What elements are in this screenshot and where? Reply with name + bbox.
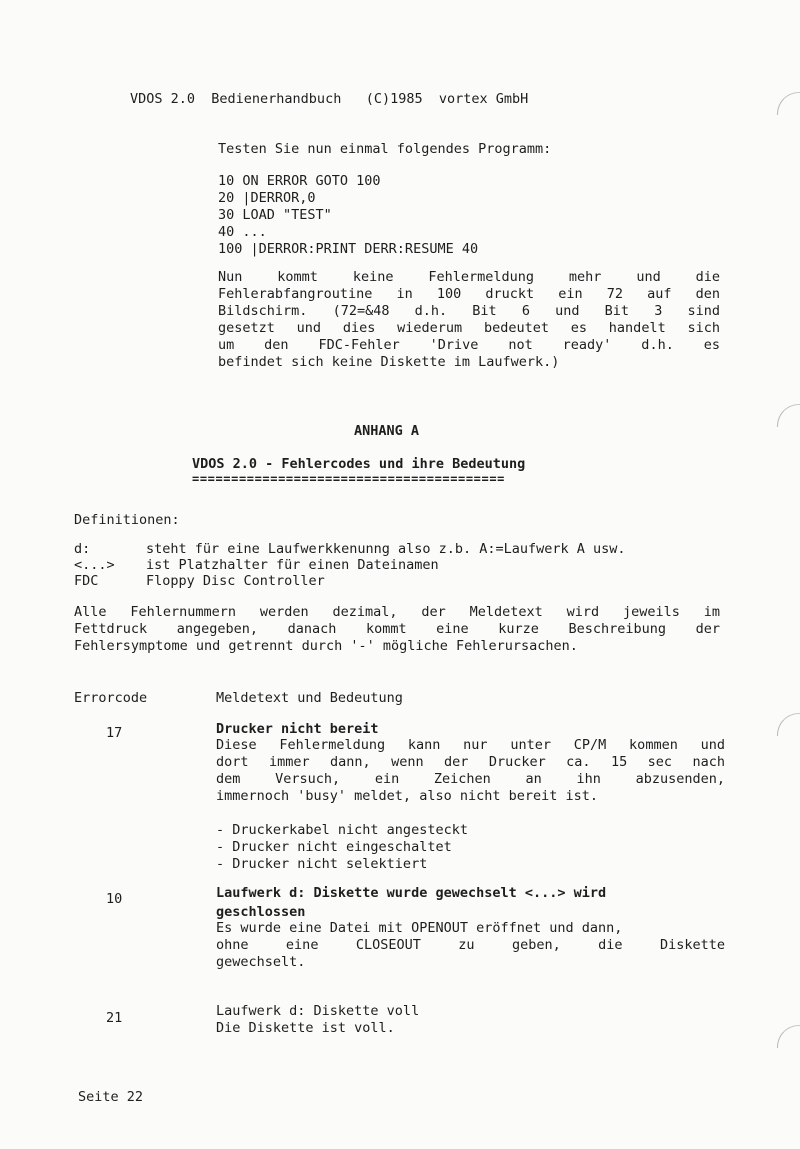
error-cause: - Druckerkabel nicht angesteckt [216, 822, 468, 838]
definition-desc: steht für eine Laufwerkkenunng also z.b. A:=Laufwerk A usw. [146, 541, 626, 557]
conventions-line: Fettdruck angegeben, danach kommt eine kurze Beschreibung der [74, 621, 720, 637]
explanation-line: Nun kommt keine Fehlermeldung mehr und die [218, 269, 720, 285]
code-line: 30 LOAD "TEST" [218, 207, 332, 223]
definitions-title: Definitionen: [74, 512, 180, 528]
error-title: Laufwerk d: Diskette wurde gewechselt <...> wird [216, 885, 607, 901]
explanation-line: befindet sich keine Diskette im Laufwerk.) [218, 354, 560, 370]
explanation-line: Bildschirm. (72=&48 d.h. Bit 6 und Bit 3 sind [218, 303, 720, 319]
punch-hole-3 [777, 713, 800, 736]
error-desc-line: dort immer dann, wenn der Drucker ca. 15 sec nach [216, 754, 725, 770]
error-code: 21 [106, 1010, 123, 1026]
error-desc-line: Die Diskette ist voll. [216, 1020, 395, 1036]
definition-term: d: [74, 541, 91, 557]
intro-text: Testen Sie nun einmal folgendes Programm: [218, 141, 552, 157]
error-title: Laufwerk d: Diskette voll [216, 1003, 420, 1019]
column-header-errorcode: Errorcode [74, 690, 148, 706]
error-cause: - Drucker nicht selektiert [216, 856, 428, 872]
error-code: 10 [106, 891, 123, 907]
code-line: 100 |DERROR:PRINT DERR:RESUME 40 [218, 241, 479, 257]
code-line: 20 |DERROR,0 [218, 190, 316, 206]
conventions-line: Alle Fehlernummern werden dezimal, der Meldetext wird jeweils im [74, 604, 720, 620]
error-desc-line: gewechselt. [216, 954, 306, 970]
error-code: 17 [106, 725, 123, 741]
definition-term: <...> [74, 557, 115, 573]
error-desc-line: dem Versuch, ein Zeichen an ihn abzusenden, [216, 771, 725, 787]
code-line: 40 ... [218, 224, 267, 240]
error-title: Drucker nicht bereit [216, 721, 379, 737]
error-title: geschlossen [216, 904, 306, 920]
error-desc-line: Diese Fehlermeldung kann nur unter CP/M kommen und [216, 737, 725, 753]
appendix-subtitle: VDOS 2.0 - Fehlercodes und ihre Bedeutung [192, 456, 526, 472]
conventions-line: Fehlersymptome und getrennt durch '-' mögliche Fehlerursachen. [74, 638, 578, 654]
punch-hole-1 [777, 92, 800, 115]
punch-hole-4 [777, 1025, 800, 1048]
punch-hole-2 [777, 404, 800, 427]
definition-desc: Floppy Disc Controller [146, 573, 325, 589]
definition-term: FDC [74, 573, 99, 589]
code-line: 10 ON ERROR GOTO 100 [218, 173, 381, 189]
page-header: VDOS 2.0 Bedienerhandbuch (C)1985 vortex GmbH [130, 91, 529, 107]
explanation-line: gesetzt und dies wiederum bedeutet es handelt sich [218, 320, 720, 336]
explanation-line: um den FDC-Fehler 'Drive not ready' d.h. es [218, 337, 720, 353]
appendix-title: ANHANG A [354, 423, 420, 439]
column-header-text: Meldetext und Bedeutung [216, 690, 403, 706]
error-cause: - Drucker nicht eingeschaltet [216, 839, 452, 855]
error-desc-line: ohne eine CLOSEOUT zu geben, die Diskette [216, 937, 725, 953]
page-number: Seite 22 [78, 1089, 144, 1105]
appendix-underline: ======================================== [192, 472, 505, 486]
error-desc-line: immernoch 'busy' meldet, also nicht bereit ist. [216, 788, 599, 804]
error-desc-line: Es wurde eine Datei mit OPENOUT eröffnet und dann, [216, 920, 623, 936]
explanation-line: Fehlerabfangroutine in 100 druckt ein 72 auf den [218, 286, 720, 302]
definition-desc: ist Platzhalter für einen Dateinamen [146, 557, 439, 573]
